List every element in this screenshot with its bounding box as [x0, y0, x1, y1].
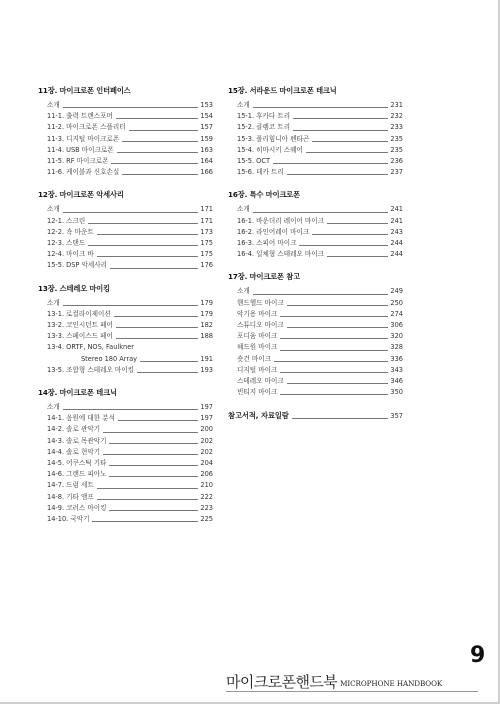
- toc-entry: [228, 111, 403, 122]
- entry-label: 11-5. RF 마이크로폰: [47, 157, 109, 166]
- entry-page: 164: [200, 157, 213, 166]
- dot-leader: [327, 256, 388, 257]
- references-label: 참고서적, 자료일람: [228, 411, 289, 421]
- toc-entry: [38, 480, 213, 491]
- entry-label: 포디움 마이크: [237, 332, 278, 341]
- entry-page: 222: [200, 492, 213, 501]
- entry-page: 188: [200, 332, 213, 341]
- entry-page: 235: [390, 134, 403, 143]
- entry-label: 소개: [237, 205, 250, 214]
- entry-label: 15-4. 히마시키 스퀘어: [237, 145, 303, 154]
- entry-label: 14-4. 솔로 현악기: [47, 447, 101, 456]
- toc-entry: [38, 436, 213, 447]
- entry-label: 헤드원 마이크: [237, 343, 278, 352]
- dot-leader: [280, 338, 388, 339]
- entry-page: 193: [200, 365, 213, 374]
- toc-entry: [228, 387, 403, 398]
- toc-entry: [38, 260, 213, 271]
- toc-entry: [38, 469, 213, 480]
- chapter-title: 12장. 마이크로폰 악세사리: [38, 190, 124, 200]
- entry-label: 14-6. 그랜드 피아노: [47, 470, 107, 479]
- entry-page: 233: [390, 123, 403, 132]
- entry-page: 237: [390, 168, 403, 177]
- toc-entry: [38, 402, 213, 413]
- entry-label: 13-4. ORTF, NOS, Faulkner: [47, 343, 134, 352]
- entry-label: 13-2. 코인시던트 페어: [47, 321, 113, 330]
- chapter-title: 15장. 서라운드 마이크로폰 테크닉: [228, 86, 337, 95]
- entry-label: 15-5. OCT: [237, 157, 270, 166]
- dot-leader: [88, 245, 198, 246]
- entry-label-continued: Stereo 180 Array: [81, 354, 138, 363]
- entry-label: 14-2. 솔로 관악기: [47, 425, 101, 434]
- toc-entry: [228, 249, 403, 260]
- toc-entry: [228, 122, 403, 133]
- entry-page: 223: [200, 503, 213, 512]
- entry-label: 13-3. 스페이스드 페어: [47, 332, 113, 341]
- dot-leader: [137, 372, 198, 373]
- toc-entry: [38, 447, 213, 458]
- entry-label: 11-1. 출력 트랜스포머: [47, 112, 113, 121]
- entry-label: 15-6. 데카 트리: [237, 168, 284, 177]
- entry-label: 소개: [47, 298, 60, 307]
- chapter-15: [228, 86, 403, 178]
- entry-page: 336: [390, 354, 403, 363]
- entry-page: 202: [200, 447, 213, 456]
- toc-entry: [228, 309, 403, 320]
- dot-leader: [312, 234, 388, 235]
- dot-leader: [274, 361, 388, 362]
- entry-page: 232: [390, 112, 403, 121]
- dot-leader: [109, 465, 198, 466]
- dot-leader: [253, 107, 389, 108]
- entry-page: 197: [200, 403, 213, 412]
- entry-label: 악기용 마이크: [237, 309, 278, 318]
- toc-entry: [38, 145, 213, 156]
- toc-entry: [228, 331, 403, 342]
- footer: [226, 674, 474, 690]
- toc-entry: [38, 249, 213, 260]
- book-title: 마이크로폰핸드북: [226, 673, 338, 691]
- entry-page: 176: [200, 261, 213, 270]
- entry-label: 숏건 마이크: [237, 354, 271, 363]
- dot-leader: [129, 130, 199, 131]
- entry-label: 15-5. DSP 악세사리: [47, 261, 107, 270]
- toc-entry: [38, 342, 213, 353]
- entry-page: 210: [200, 481, 213, 490]
- entry-page: 274: [390, 309, 403, 318]
- toc-entry: [38, 122, 213, 133]
- toc-entry: [228, 134, 403, 145]
- dot-leader: [293, 118, 388, 119]
- dot-leader: [253, 294, 389, 295]
- entry-label: 디지털 마이크: [237, 365, 278, 374]
- entry-label: 소개: [47, 205, 60, 214]
- entry-page: 179: [200, 309, 213, 318]
- dot-leader: [280, 316, 388, 317]
- dot-leader: [292, 418, 389, 419]
- entry-label: 11-2. 마이크로폰 스플리터: [47, 123, 126, 132]
- dot-leader: [140, 361, 198, 362]
- dot-leader: [92, 521, 198, 522]
- toc-left-column: [38, 86, 213, 537]
- entry-page: 244: [390, 250, 403, 259]
- dot-leader: [312, 141, 388, 142]
- toc-entry: [228, 145, 403, 156]
- toc-entry: [38, 227, 213, 238]
- toc-entry: [228, 365, 403, 376]
- entry-label: 소개: [47, 403, 60, 412]
- chapter-title: 11장. 마이크로폰 인터페이스: [38, 86, 131, 95]
- dot-leader: [116, 118, 199, 119]
- entry-label: 빈티지 마이크: [237, 388, 278, 397]
- entry-page: 243: [390, 227, 403, 236]
- entry-page: 249: [390, 287, 403, 296]
- chapter-title: 17장. 마이크로폰 참고: [228, 272, 300, 282]
- footer-rule: [226, 691, 478, 692]
- entry-label: 14-10. 국악기: [47, 515, 90, 524]
- dot-leader: [280, 394, 388, 395]
- toc-entry: [38, 492, 213, 503]
- toc-entry: [228, 204, 403, 215]
- entry-page: 153: [200, 101, 213, 109]
- dot-leader: [97, 488, 199, 489]
- toc-entry: [228, 320, 403, 331]
- toc-entry: [38, 514, 213, 525]
- dot-leader: [287, 327, 389, 328]
- references-entry: [228, 410, 403, 422]
- entry-page: 231: [390, 101, 403, 109]
- dot-leader: [287, 305, 389, 306]
- toc-entry: [38, 167, 213, 178]
- entry-page: 350: [390, 388, 403, 397]
- entry-page: 236: [390, 157, 403, 166]
- dot-leader: [97, 499, 199, 500]
- page-number: 9: [470, 643, 486, 668]
- toc-entry: [228, 216, 403, 227]
- toc-entry: [38, 309, 213, 320]
- entry-page: 166: [200, 168, 213, 177]
- entry-page: 204: [200, 459, 213, 468]
- entry-page: 159: [200, 134, 213, 143]
- entry-page: 202: [200, 436, 213, 445]
- dot-leader: [103, 432, 198, 433]
- chapter-17: [228, 272, 403, 398]
- entry-page: 206: [200, 470, 213, 479]
- chapter-title: 16장. 특수 마이크로폰: [228, 190, 300, 200]
- entry-label: 15-3. 폴리힘니아 펜타곤: [237, 134, 310, 143]
- references-page: 357: [390, 412, 403, 421]
- entry-page: 175: [200, 250, 213, 259]
- entry-page: 163: [200, 145, 213, 154]
- dot-leader: [299, 245, 388, 246]
- toc-entry: [38, 365, 213, 376]
- toc-entry: [38, 134, 213, 145]
- entry-page: 179: [200, 298, 213, 307]
- entry-page: 200: [200, 425, 213, 434]
- toc-entry: [38, 320, 213, 331]
- entry-page: 306: [390, 321, 403, 330]
- dot-leader: [306, 152, 389, 153]
- entry-label: 14-8. 기타 앰프: [47, 492, 94, 501]
- entry-label: 12-1. 스크린: [47, 216, 86, 225]
- toc-entry: [38, 204, 213, 215]
- dot-leader: [287, 383, 389, 384]
- dot-leader: [63, 212, 199, 213]
- entry-label: 16-3. 스피어 마이크: [237, 239, 297, 248]
- entry-label: 14-7. 드럼 세트: [47, 481, 94, 490]
- entry-page: 173: [200, 227, 213, 236]
- entry-page: 241: [390, 205, 403, 214]
- dot-leader: [293, 130, 388, 131]
- entry-page: 171: [200, 205, 213, 214]
- toc-entry: [38, 156, 213, 167]
- chapter-13: [38, 284, 213, 376]
- toc-entry: [38, 458, 213, 469]
- entry-page: 250: [390, 298, 403, 307]
- entry-page: 343: [390, 365, 403, 374]
- dot-leader: [280, 350, 388, 351]
- chapter-title: 13장. 스테레오 마이킹: [38, 283, 110, 293]
- toc-entry: [228, 342, 403, 353]
- toc-entry: [38, 424, 213, 435]
- dot-leader: [280, 372, 388, 373]
- dot-leader: [116, 338, 199, 339]
- dot-leader: [111, 163, 198, 164]
- dot-leader: [117, 152, 199, 153]
- chapter-14: [38, 388, 213, 525]
- toc-entry: [228, 298, 403, 309]
- toc-entry: [38, 503, 213, 514]
- dot-leader: [63, 107, 199, 108]
- entry-label: 16-1. 바운더리 레이어 마이크: [237, 216, 325, 225]
- entry-page: 157: [200, 123, 213, 132]
- entry-label: 15-2. 클렘코 트리: [237, 123, 291, 132]
- entry-label: 스튜디오 마이크: [237, 321, 284, 330]
- chapter-12: [38, 190, 213, 271]
- chapter-16: [228, 190, 403, 260]
- toc-entry: [38, 111, 213, 122]
- entry-page: 191: [200, 354, 213, 363]
- dot-leader: [97, 256, 199, 257]
- entry-page: 182: [200, 321, 213, 330]
- entry-page: 171: [200, 216, 213, 225]
- dot-leader: [118, 420, 198, 421]
- dot-leader: [63, 305, 199, 306]
- chapter-title: 14장. 마이크로폰 테크닉: [38, 388, 117, 398]
- entry-label: 소개: [47, 101, 60, 109]
- dot-leader: [253, 212, 389, 213]
- entry-label: 14-1. 음원에 대한 분석: [47, 414, 115, 423]
- dot-leader: [88, 223, 198, 224]
- entry-page: 346: [390, 377, 403, 386]
- toc-entry: [38, 298, 213, 309]
- toc-entry: [38, 238, 213, 249]
- toc-entry: [228, 100, 403, 111]
- entry-label: 13-1. 로컬라이제이션: [47, 309, 111, 318]
- dot-leader: [103, 454, 198, 455]
- entry-label: 11-4. USB 마이크로폰: [47, 145, 114, 154]
- dot-leader: [114, 316, 199, 317]
- toc-entry: [228, 354, 403, 365]
- entry-page: 175: [200, 239, 213, 248]
- chapter-11: [38, 86, 213, 178]
- entry-label: 스테레오 마이크: [237, 377, 284, 386]
- dot-leader: [116, 327, 199, 328]
- toc-entry: [228, 227, 403, 238]
- dot-leader: [109, 476, 198, 477]
- entry-page: 235: [390, 145, 403, 154]
- toc-entry: [38, 216, 213, 227]
- toc-entry: [228, 167, 403, 178]
- entry-label: 14-3. 솔로 목관악기: [47, 436, 107, 445]
- entry-label: 소개: [237, 101, 250, 109]
- entry-page: 197: [200, 414, 213, 423]
- toc-entry: [228, 238, 403, 249]
- toc-entry: [228, 376, 403, 387]
- entry-label: 14-9. 코러스 마이킹: [47, 503, 107, 512]
- entry-label: 13-5. 조합형 스테레오 마이킹: [47, 365, 135, 374]
- entry-page: 241: [390, 216, 403, 225]
- dot-leader: [110, 268, 198, 269]
- entry-page: 328: [390, 343, 403, 352]
- entry-label: 14-5. 어쿠스틱 기타: [47, 459, 107, 468]
- toc-entry: [228, 286, 403, 297]
- toc-entry: [228, 156, 403, 167]
- toc-entry: [38, 100, 213, 111]
- dot-leader: [109, 443, 198, 444]
- entry-label: 12-2. 쇽 마운트: [47, 227, 94, 236]
- toc-entry: [38, 413, 213, 424]
- toc-entry-continued: [38, 354, 213, 365]
- dot-leader: [122, 174, 198, 175]
- book-subtitle: MICROPHONE HANDBOOK: [340, 679, 443, 688]
- dot-leader: [122, 141, 198, 142]
- entry-page: 244: [390, 239, 403, 248]
- toc-entry: [38, 331, 213, 342]
- dot-leader: [63, 409, 199, 410]
- toc-right-column: [228, 86, 403, 422]
- entry-label: 핸드헬드 마이크: [237, 298, 284, 307]
- entry-label: 소개: [237, 287, 250, 296]
- dot-leader: [109, 510, 198, 511]
- entry-label: 11-6. 케이블과 신호손실: [47, 168, 120, 177]
- entry-page: 320: [390, 332, 403, 341]
- dot-leader: [287, 174, 389, 175]
- entry-label: 16-2. 라인어레이 마이크: [237, 227, 310, 236]
- entry-label: 12-4. 마이크 바: [47, 250, 94, 259]
- entry-page: 225: [200, 515, 213, 524]
- entry-label: 11-3. 디지털 마이크로폰: [47, 134, 120, 143]
- entry-label: 16-4. 일체형 스테레오 마이크: [237, 250, 325, 259]
- dot-leader: [327, 223, 388, 224]
- dot-leader: [97, 234, 199, 235]
- entry-label: 12-3. 스탠드: [47, 239, 86, 248]
- dot-leader: [273, 163, 388, 164]
- entry-page: 154: [200, 112, 213, 121]
- entry-label: 15-1. 후카다 트리: [237, 112, 291, 121]
